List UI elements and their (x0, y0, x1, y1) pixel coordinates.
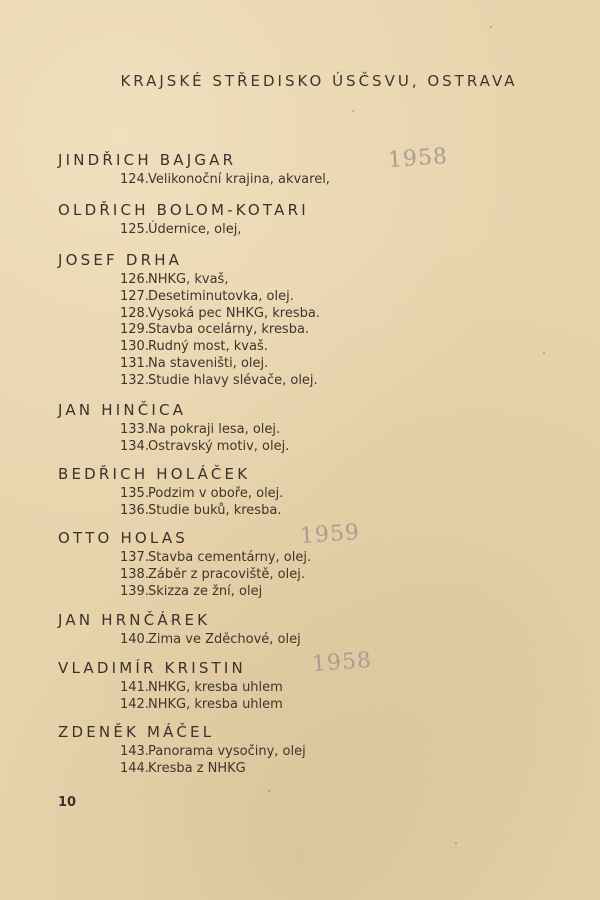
work-item: 128.Vysoká pec NHKG, kresba. (120, 305, 320, 321)
work-item: 132.Studie hlavy slévače, olej. (120, 372, 318, 388)
artist-list (58, 150, 578, 786)
paper-speck (170, 620, 172, 622)
work-item: 141.NHKG, kresba uhlem (120, 680, 283, 695)
work-item: 137.Stavba cementárny, olej. (120, 550, 312, 565)
work-item: 129.Stavba ocelárny, kresba. (120, 322, 310, 338)
page-header: KRAJSKÉ STŘEDISKO ÚSČSVU, OSTRAVA (120, 72, 518, 90)
artist-entry (58, 200, 578, 250)
works-list (58, 680, 578, 714)
artist-entry (58, 400, 578, 464)
work-item: 130.Rudný most, kvaš. (120, 339, 268, 355)
works-list (58, 172, 578, 189)
work-item: 135.Podzim v oboře, olej. (120, 486, 284, 501)
artist-entry (58, 722, 578, 786)
work-item: 142.NHKG, kresba uhlem (120, 696, 283, 712)
artist-entry (58, 150, 578, 200)
artist-name: OLDŘICH BOLOM-KOTARI (58, 201, 309, 219)
work-item: 127.Desetiminutovka, olej. (120, 288, 294, 304)
handwritten-annotation: 1958 (311, 647, 373, 678)
artist-name: JOSEF DRHA (58, 251, 183, 269)
works-list (58, 632, 578, 649)
works-list (58, 486, 578, 520)
handwritten-annotation: 1958 (387, 143, 449, 174)
work-item: 133.Na pokraji lesa, olej. (120, 422, 281, 437)
work-item: 124.Velikonoční krajina, akvarel, (120, 172, 330, 187)
paper-speck (352, 110, 354, 112)
artist-name: JAN HINČICA (58, 401, 187, 419)
work-item: 144.Kresba z NHKG (120, 760, 246, 776)
paper-speck (455, 842, 457, 844)
work-item: 134.Ostravský motiv, olej. (120, 438, 290, 454)
artist-name: BEDŘICH HOLÁČEK (58, 465, 251, 483)
artist-name: VLADIMÍR KRISTIN (58, 659, 246, 677)
artist-name: OTTO HOLAS (58, 529, 189, 547)
handwritten-annotation: 1959 (299, 519, 361, 550)
works-list (58, 550, 578, 600)
work-item: 143.Panorama vysočiny, olej (120, 744, 306, 759)
work-item: 138.Záběr z pracoviště, olej. (120, 566, 305, 582)
paper-speck (490, 26, 492, 28)
artist-name: JINDŘICH BAJGAR (58, 151, 237, 169)
work-item: 136.Studie buků, kresba. (120, 502, 282, 518)
artist-name: ZDENĚK MÁČEL (58, 723, 215, 741)
artist-entry (58, 464, 578, 528)
artist-entry (58, 250, 578, 400)
work-item: 140.Zima ve Zděchové, olej (120, 632, 301, 647)
artist-name: JAN HRNČÁREK (58, 611, 211, 629)
work-item: 139.Skizza ze žní, olej (120, 583, 263, 599)
works-list (58, 272, 578, 390)
work-item: 126.NHKG, kvaš, (120, 272, 229, 287)
page-number: 10 (58, 795, 77, 810)
work-item: 131.Na staveništi, olej. (120, 355, 269, 371)
works-list (58, 744, 578, 778)
work-item: 125.Údernice, olej, (120, 222, 242, 237)
paper-speck (268, 790, 270, 792)
works-list (58, 222, 578, 239)
paper-speck (543, 352, 545, 354)
works-list (58, 422, 578, 456)
